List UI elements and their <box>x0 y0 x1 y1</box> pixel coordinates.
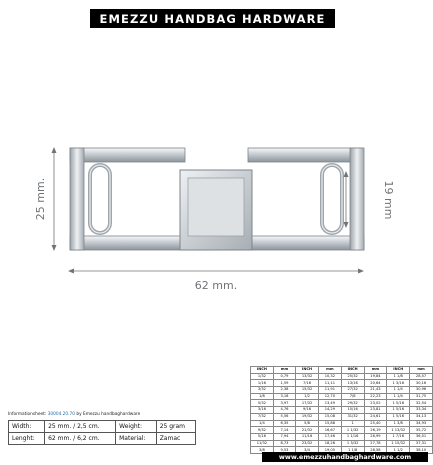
table-cell: 3/8 <box>251 447 274 454</box>
height-label: 25 mm. <box>34 177 47 221</box>
spec-value: 25 gram <box>156 421 195 433</box>
information-sheet <box>8 412 196 445</box>
table-cell: 12,70 <box>318 393 341 400</box>
table-row <box>9 421 196 433</box>
table-cell: 1,59 <box>273 380 295 387</box>
table-cell: 15/16 <box>341 407 364 414</box>
table-cell: 1 1/2 <box>387 447 410 454</box>
table-cell: 7,94 <box>273 433 295 440</box>
table-cell: 31,75 <box>410 393 433 400</box>
center-plate <box>180 170 252 250</box>
table-cell: 7,14 <box>273 427 295 434</box>
table-cell: 14,29 <box>318 407 341 414</box>
table-cell: 1 7/16 <box>387 433 410 440</box>
table-cell: 32,54 <box>410 400 433 407</box>
table-cell: 4,76 <box>273 407 295 414</box>
table-cell: 1 3/16 <box>387 380 410 387</box>
spec-value: 62 mm. / 6,2 cm. <box>45 433 116 445</box>
table-cell: 20,64 <box>364 380 387 387</box>
table-cell: 1 1/8 <box>387 373 410 380</box>
table-cell: 3/16 <box>251 407 274 414</box>
table-cell: 1 1/4 <box>387 387 410 394</box>
table-cell: 3,97 <box>273 400 295 407</box>
conversion-table-body <box>251 373 433 453</box>
table-cell: 13/16 <box>341 380 364 387</box>
table-cell: 1 13/32 <box>387 427 410 434</box>
table-cell: 22,23 <box>364 393 387 400</box>
table-cell: 27,78 <box>364 440 387 447</box>
table-cell: 1 1/4 <box>387 393 410 400</box>
info-title <box>8 412 196 417</box>
table-cell: 5/8 <box>296 420 319 427</box>
table-cell: 15,88 <box>318 420 341 427</box>
table-cell: 10,32 <box>318 373 341 380</box>
table-cell: 3/4 <box>296 447 319 454</box>
table-cell: 28,57 <box>410 373 433 380</box>
table-row <box>251 387 433 394</box>
sheet-by: by Emezzu handbaghardware <box>76 412 141 417</box>
website-url: www.emezzuhandbaghardware.com <box>278 453 412 461</box>
column-header: mm <box>410 367 433 374</box>
table-cell: 3/32 <box>251 387 274 394</box>
table-row <box>251 407 433 414</box>
table-row <box>251 400 433 407</box>
table-cell: 1/32 <box>251 373 274 380</box>
table-row <box>9 433 196 445</box>
table-cell: 8,73 <box>273 440 295 447</box>
table-cell: 1 5/16 <box>387 413 410 420</box>
column-header: INCH <box>341 367 364 374</box>
spec-table <box>8 420 196 445</box>
table-cell: 34,93 <box>410 420 433 427</box>
spec-key: Material: <box>116 433 157 445</box>
spec-value: 25 mm. / 2,5 cm. <box>45 421 116 433</box>
column-header: INCH <box>251 367 274 374</box>
table-cell: 18,26 <box>318 440 341 447</box>
table-cell: 9/16 <box>296 407 319 414</box>
table-cell: 11,11 <box>318 380 341 387</box>
table-cell: 16,67 <box>318 427 341 434</box>
table-cell: 1 1/8 <box>341 447 364 454</box>
spec-key: Lenght: <box>9 433 45 445</box>
table-cell: 25/32 <box>341 373 364 380</box>
table-cell: 26,99 <box>364 433 387 440</box>
table-cell: 7/16 <box>296 380 319 387</box>
table-cell: 1/4 <box>251 420 274 427</box>
table-cell: 28,58 <box>364 447 387 454</box>
column-header: INCH <box>387 367 410 374</box>
column-header: INCH <box>296 367 319 374</box>
table-row <box>251 393 433 400</box>
table-cell: 17,46 <box>318 433 341 440</box>
table-cell: 9,53 <box>273 447 295 454</box>
sheet-code: 30004.20.70 <box>47 412 75 417</box>
table-row <box>251 440 433 447</box>
table-cell: 9/32 <box>251 427 274 434</box>
left-buckle <box>70 148 185 250</box>
table-cell: 7/8 <box>341 393 364 400</box>
table-cell: 23,02 <box>364 400 387 407</box>
footer-bar <box>262 452 428 462</box>
table-cell: 17/32 <box>296 400 319 407</box>
table-cell: 36,51 <box>410 433 433 440</box>
table-cell: 1 5/16 <box>387 407 410 414</box>
table-cell: 21/32 <box>296 427 319 434</box>
table-cell: 19,84 <box>364 373 387 380</box>
table-cell: 34,13 <box>410 413 433 420</box>
table-cell: 1/16 <box>251 380 274 387</box>
table-cell: 23,81 <box>364 407 387 414</box>
table-row <box>251 433 433 440</box>
table-cell: 6,35 <box>273 420 295 427</box>
spec-value: Zamac <box>156 433 195 445</box>
table-cell: 15,08 <box>318 413 341 420</box>
table-cell: 23/32 <box>296 440 319 447</box>
table-row <box>251 420 433 427</box>
table-cell: 33,34 <box>410 407 433 414</box>
inner-label: 19 mm <box>382 180 395 220</box>
table-cell: 26,19 <box>364 427 387 434</box>
conversion-table-wrapper <box>250 366 433 454</box>
table-cell: 1/2 <box>296 393 319 400</box>
table-cell: 25,40 <box>364 420 387 427</box>
column-header: mm <box>273 367 295 374</box>
table-cell: 1 1/16 <box>341 433 364 440</box>
table-cell: 0,79 <box>273 373 295 380</box>
table-cell: 1 <box>341 420 364 427</box>
table-cell: 27/32 <box>341 387 364 394</box>
column-header: mm <box>318 367 341 374</box>
table-cell: 30,96 <box>410 387 433 394</box>
table-row <box>251 413 433 420</box>
table-cell: 15/32 <box>296 387 319 394</box>
table-cell: 11/32 <box>251 440 274 447</box>
table-cell: 19/32 <box>296 413 319 420</box>
right-buckle <box>248 148 364 250</box>
inch-mm-conversion-table <box>250 366 433 454</box>
table-cell: 30,16 <box>410 380 433 387</box>
column-header: mm <box>364 367 387 374</box>
table-cell: 31/32 <box>341 413 364 420</box>
table-cell: 1/8 <box>251 393 274 400</box>
table-cell: 38,10 <box>410 447 433 454</box>
table-cell: 24,61 <box>364 413 387 420</box>
table-cell: 37,31 <box>410 440 433 447</box>
sheet-label: Informationsheet: <box>8 412 47 417</box>
table-cell: 1 3/32 <box>341 440 364 447</box>
table-cell: 5/32 <box>251 400 274 407</box>
table-cell: 1 5/16 <box>387 400 410 407</box>
table-cell: 35,72 <box>410 427 433 434</box>
spec-key: Width: <box>9 421 45 433</box>
table-header-row <box>251 367 433 374</box>
table-cell: 13,49 <box>318 400 341 407</box>
table-cell: 1 15/32 <box>387 440 410 447</box>
table-cell: 2,38 <box>273 387 295 394</box>
table-cell: 1 1/32 <box>341 427 364 434</box>
table-cell: 3,18 <box>273 393 295 400</box>
table-cell: 7/32 <box>251 413 274 420</box>
table-cell: 11,91 <box>318 387 341 394</box>
length-label: 62 mm. <box>194 279 238 292</box>
table-row <box>251 427 433 434</box>
table-cell: 5/16 <box>251 433 274 440</box>
table-cell: 13/32 <box>296 373 319 380</box>
table-cell: 11/16 <box>296 433 319 440</box>
table-row <box>251 373 433 380</box>
table-cell: 5,56 <box>273 413 295 420</box>
table-row <box>251 380 433 387</box>
table-cell: 19,05 <box>318 447 341 454</box>
brand-title: EMEZZU HANDBAG HARDWARE <box>99 11 326 26</box>
table-cell: 21,43 <box>364 387 387 394</box>
spec-key: Weight: <box>116 421 157 433</box>
table-cell: 1 3/8 <box>387 420 410 427</box>
table-cell: 29/32 <box>341 400 364 407</box>
